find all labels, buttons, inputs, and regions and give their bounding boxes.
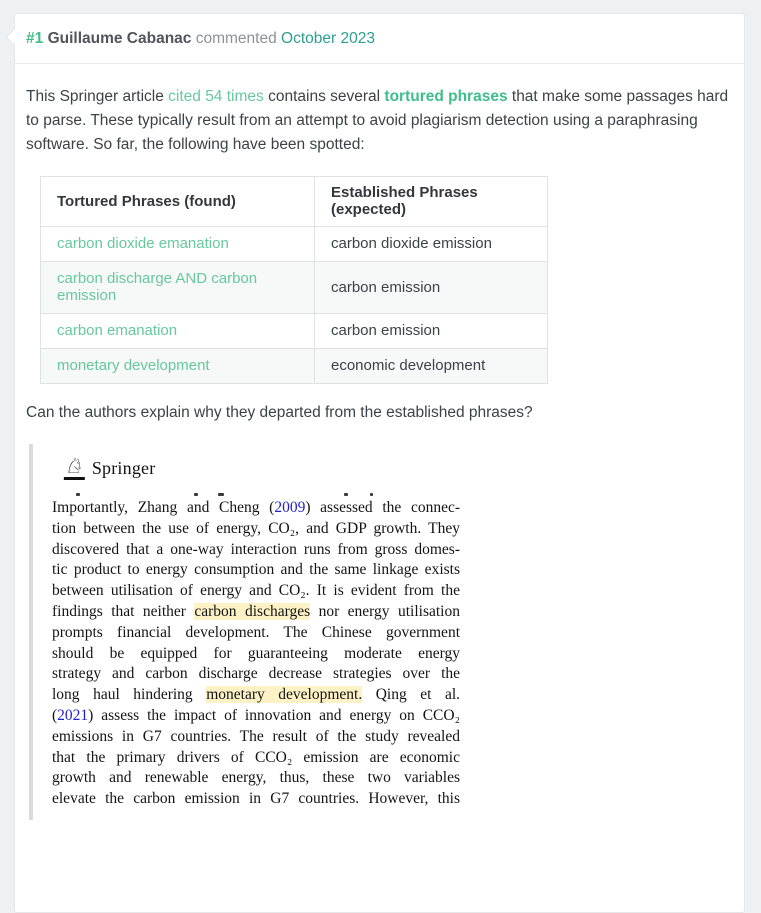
quote-line	[52, 727, 460, 748]
comment-body	[15, 64, 744, 840]
expected-phrase-cell: carbon emission	[315, 262, 548, 314]
quote-text: (	[52, 706, 58, 724]
springer-logo-text: Springer	[91, 457, 156, 478]
column-header-expected: Established Phrases (expected)	[315, 177, 548, 227]
found-phrase-link[interactable]: carbon discharge AND carbon emission	[57, 270, 258, 304]
comment-number: #1	[26, 30, 44, 47]
quote-text: emissions in G7 countries. The result of the study revealed	[52, 727, 460, 745]
found-phrase-link[interactable]: monetary development	[57, 357, 210, 374]
comment-date-link[interactable]: October 2023	[281, 30, 375, 47]
question-text: Can the authors explain why they departed from the established phrases?	[26, 404, 533, 421]
quote-line	[52, 748, 460, 769]
quote-line	[52, 623, 460, 644]
cited-times-link[interactable]: cited 54 times	[168, 88, 264, 105]
intro-text-mid: contains several	[263, 88, 385, 105]
quoted-article-screenshot	[29, 444, 732, 820]
found-phrase-cell	[41, 227, 315, 262]
quote-text: ) assessed the connec-	[305, 499, 460, 516]
expected-phrase-cell: carbon dioxide emission	[315, 227, 548, 262]
found-phrase-cell	[41, 314, 315, 349]
quote-line	[52, 768, 460, 789]
comment-header	[15, 14, 744, 64]
quote-text: strategy and carbon discharge decrease strategies over the	[52, 665, 460, 683]
table-header-row	[41, 177, 548, 227]
quote-text: prompts financial development. The Chinese government	[52, 623, 460, 641]
citation-year-link: 2009	[274, 499, 306, 516]
quote-text: should be equipped for guaranteeing moderate energy	[52, 644, 460, 662]
quote-text: ) assess the impact of innovation and energy on CCO₂	[88, 706, 460, 724]
quote-line	[52, 664, 460, 685]
quote-line	[52, 498, 460, 519]
quote-text: findings that neither	[52, 602, 195, 620]
quote-text: discovered that a one-way interaction runs from gross domes-	[52, 540, 460, 558]
quote-text: between utilisation of energy and CO₂. It is evident from the	[52, 582, 460, 600]
citation-year-link: 2021	[57, 706, 89, 724]
quote-line	[52, 789, 460, 810]
cropped-text-remnant	[52, 491, 460, 498]
quote-text: elevate the carbon emission in G7 countries. However, this	[52, 790, 460, 808]
springer-horse-icon: ♘	[65, 454, 84, 478]
quote-line	[52, 581, 460, 602]
tortured-phrases-table	[40, 176, 548, 384]
tortured-phrase-highlight: carbon discharges	[194, 602, 311, 620]
intro-paragraph	[26, 85, 734, 157]
quote-text: that the primary drivers of CCO₂ emission are economic	[52, 748, 460, 766]
intro-text-pre: This Springer article	[26, 88, 169, 105]
expected-phrase-cell: economic development	[315, 349, 548, 384]
tortured-phrase-highlight: monetary development.	[206, 686, 363, 704]
table-row	[41, 314, 548, 349]
table-row	[41, 349, 548, 384]
tortured-phrases-link[interactable]: tortured phrases	[384, 88, 508, 105]
intro-text-post: that make some passages hard to parse. These typically result from an attempt to avoid plagiarism detection using a paraphrasing software. So far, the following have been spotted:	[26, 88, 729, 153]
quote-text: nor energy utilisation	[310, 602, 460, 620]
found-phrase-cell	[41, 349, 315, 384]
quote-text: long haul hindering	[52, 686, 207, 704]
quote-line	[52, 519, 460, 540]
comment-card	[14, 13, 745, 913]
quote-text: growth and renewable energy, thus, these two variables	[52, 769, 460, 787]
quote-line	[52, 644, 460, 665]
quote-text: Qing et al.	[362, 686, 461, 704]
table-row	[41, 262, 548, 314]
quote-lines	[52, 498, 460, 810]
found-phrase-link[interactable]: carbon dioxide emanation	[57, 235, 229, 252]
quote-line	[52, 602, 460, 623]
quote-line	[52, 706, 460, 727]
found-phrase-cell	[41, 262, 315, 314]
column-header-found: Tortured Phrases (found)	[41, 177, 315, 227]
quote-text: Importantly, Zhang and Cheng (	[52, 499, 275, 516]
quote-line	[52, 685, 460, 706]
expected-phrase-cell: carbon emission	[315, 314, 548, 349]
quote-text: tic product to energy consumption and the same linkage exists	[52, 561, 460, 579]
quote-line	[52, 540, 460, 561]
quote-line	[52, 560, 460, 581]
table-row	[41, 227, 548, 262]
comment-author[interactable]: Guillaume Cabanac	[47, 30, 192, 47]
quote-text: tion between the use of energy, CO₂, and GDP growth. They	[52, 519, 460, 537]
found-phrase-link[interactable]: carbon emanation	[57, 322, 178, 339]
comment-action-text: commented	[195, 30, 277, 47]
springer-logo	[64, 453, 732, 483]
